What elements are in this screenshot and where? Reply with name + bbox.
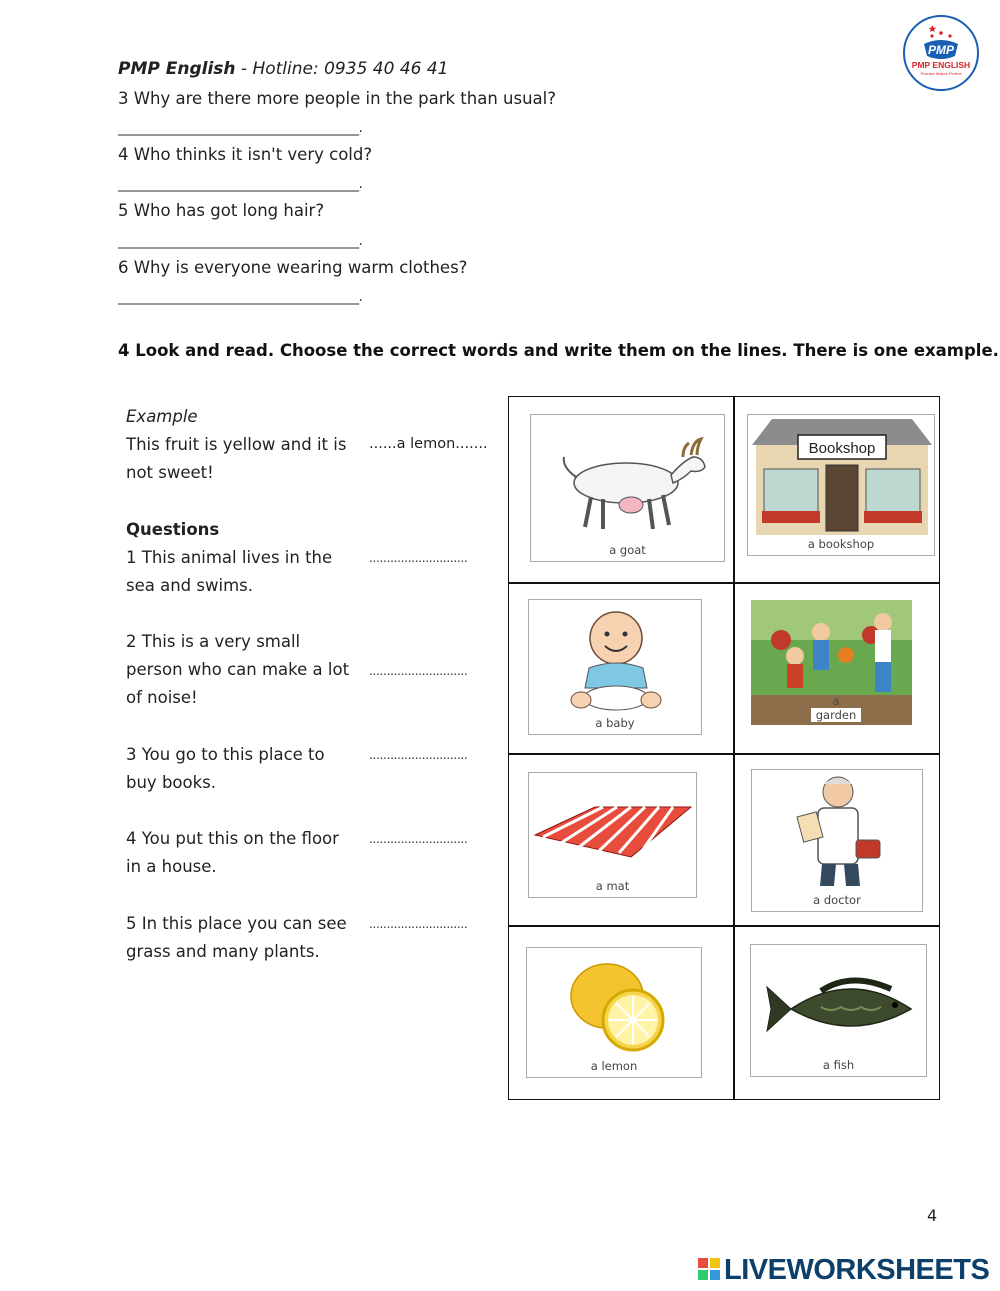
logo-initials: PMP <box>927 43 955 57</box>
picture-card-mat <box>528 772 697 898</box>
caption-garden: a garden <box>815 694 857 722</box>
example-answer: ......a lemon....... <box>369 436 488 452</box>
grid-divider <box>508 925 940 927</box>
answer-line-3[interactable]: _____________________________________. <box>118 120 363 136</box>
item-5-blank[interactable]: ............................ <box>369 917 468 931</box>
caption-bookshop: a bookshop <box>807 537 875 551</box>
question-5: 5 Who has got long hair? <box>118 201 325 220</box>
picture-card-fish <box>750 944 927 1077</box>
caption-fish: a fish <box>822 1058 855 1072</box>
item-3-blank[interactable]: ............................ <box>369 748 468 762</box>
section-title: 4 Look and read. Choose the correct words and write them on the lines. There is one example. <box>118 341 999 360</box>
question-3: 3 Why are there more people in the park than usual? <box>118 89 556 108</box>
picture-card-bookshop <box>747 414 935 556</box>
brand-name: PMP English <box>118 59 236 79</box>
grid-divider <box>508 753 940 755</box>
caption-baby: a baby <box>595 716 635 730</box>
picture-card-doctor <box>751 769 923 912</box>
liveworksheets-brand[interactable]: LIVEWORKSHEETS <box>724 1254 990 1286</box>
mat-icon <box>529 773 698 881</box>
example-label: Example <box>126 407 198 426</box>
bookshop-icon <box>748 415 936 539</box>
logo-text: PMP ENGLISH <box>911 60 971 70</box>
grid-divider <box>733 396 735 1100</box>
lemon-icon <box>527 948 703 1061</box>
hotline: - Hotline: 0935 40 46 41 <box>235 59 449 79</box>
item-1-blank[interactable]: ............................ <box>369 551 468 565</box>
item-4-text: 4 You put this on the floor in a house. <box>126 829 339 876</box>
picture-card-baby <box>528 599 702 735</box>
caption-doctor: a doctor <box>813 893 861 907</box>
item-5-text: 5 In this place you can see grass and many plants. <box>126 914 347 961</box>
pmp-english-logo <box>902 14 980 92</box>
item-1-text: 1 This animal lives in the sea and swims. <box>126 548 333 595</box>
logo-tagline: Practice Makes Perfect <box>920 71 962 76</box>
question-4: 4 Who thinks it isn't very cold? <box>118 145 373 164</box>
questions-label: Questions <box>126 520 220 539</box>
question-6: 6 Why is everyone wearing warm clothes? <box>118 258 468 277</box>
item-3-text: 3 You go to this place to buy books. <box>126 745 325 792</box>
goat-icon <box>531 415 726 545</box>
picture-card-goat <box>530 414 725 562</box>
picture-card-garden <box>751 600 912 725</box>
answer-line-4[interactable]: _____________________________________. <box>118 176 363 192</box>
item-2-blank[interactable]: ............................ <box>369 664 468 678</box>
grid-divider <box>508 582 940 584</box>
picture-card-lemon <box>526 947 702 1078</box>
fish-icon <box>751 945 928 1060</box>
caption-lemon: a lemon <box>590 1059 638 1073</box>
doctor-icon <box>752 770 924 894</box>
caption-mat: a mat <box>595 879 630 893</box>
answer-line-5[interactable]: _____________________________________. <box>118 233 363 249</box>
liveworksheets-logo-icon <box>698 1258 720 1280</box>
page-header <box>118 59 449 79</box>
item-4-blank[interactable]: ............................ <box>369 832 468 846</box>
answer-line-6[interactable]: _____________________________________. <box>118 289 363 305</box>
item-2-text: 2 This is a very small person who can make a lot of noise! <box>126 632 350 707</box>
example-text: This fruit is yellow and it is not sweet! <box>126 435 347 482</box>
baby-icon <box>529 600 703 718</box>
caption-goat: a goat <box>609 543 646 557</box>
page-number: 4 <box>927 1206 938 1225</box>
bookshop-sign: Bookshop <box>808 440 876 457</box>
